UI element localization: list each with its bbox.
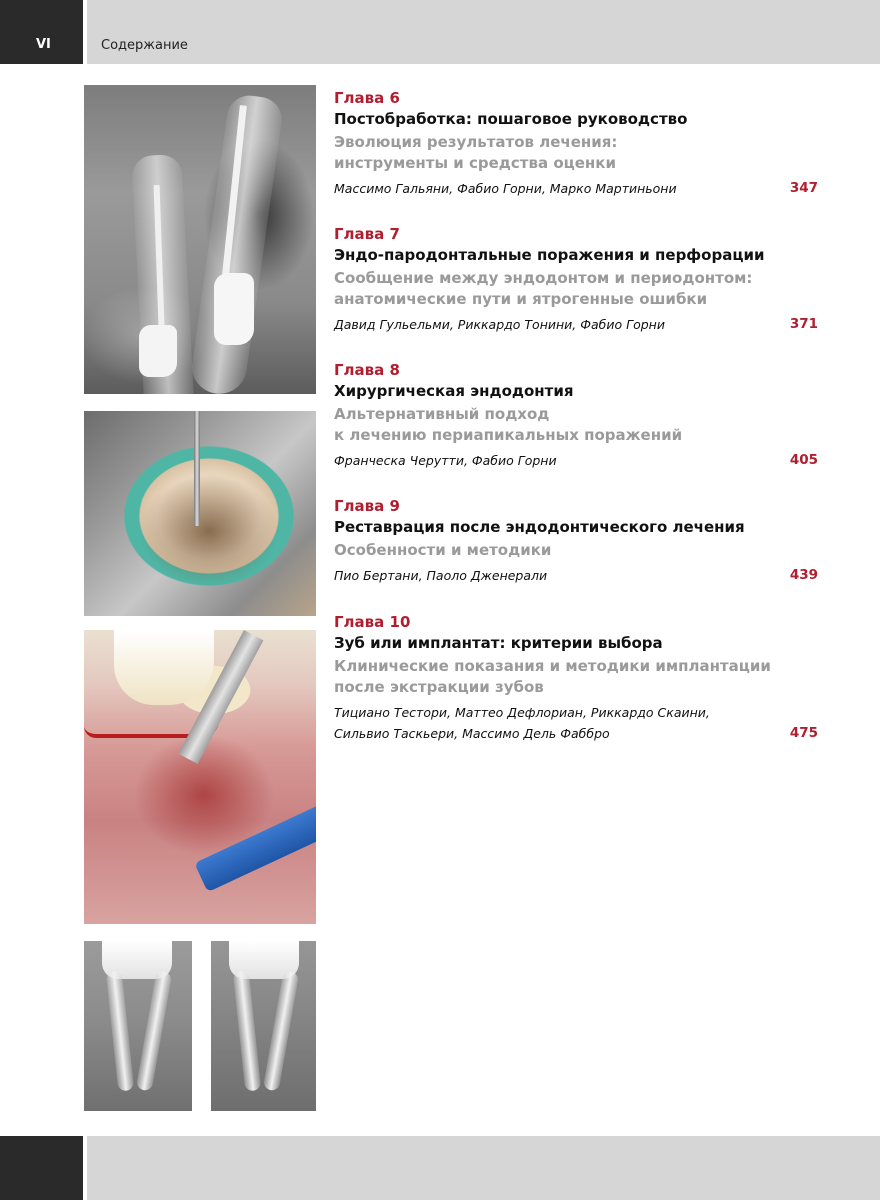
header-dark-block <box>0 0 83 64</box>
chapter-authors: Давид Гульельми, Риккардо Тонини, Фабио Горни <box>334 317 665 332</box>
chapter-title: Реставрация после эндодонтического лечения <box>334 518 745 536</box>
toc-entry-chapter-8[interactable] <box>334 360 818 496</box>
page-number: VI <box>36 37 51 52</box>
chapter-label: Глава 8 <box>334 361 400 379</box>
chapter-subtitle: Клинические показания и методики имплантации после экстракции зубов <box>334 657 771 696</box>
header-light-bar <box>87 0 880 64</box>
table-of-contents <box>334 88 818 772</box>
chapter-authors: Франческа Черутти, Фабио Горни <box>334 453 557 468</box>
chapter-title: Хирургическая эндодонтия <box>334 382 574 400</box>
footer-dark-block <box>0 1136 83 1200</box>
chapter-subtitle: Особенности и методики <box>334 541 552 559</box>
chapter-page-number[interactable]: 439 <box>789 567 818 583</box>
chapter-label: Глава 9 <box>334 497 400 515</box>
chapter-page-number[interactable]: 475 <box>789 725 818 741</box>
xray-image-1 <box>84 85 316 394</box>
chapter-label: Глава 10 <box>334 613 411 631</box>
chapter-page-number[interactable]: 371 <box>789 316 818 332</box>
chapter-page-number[interactable]: 405 <box>789 452 818 468</box>
chapter-authors: Массимо Гальяни, Фабио Горни, Марко Мартиньони <box>334 181 677 196</box>
running-title: Содержание <box>101 38 188 53</box>
clinical-photo-surgery <box>84 630 316 924</box>
xray-image-2 <box>84 941 192 1111</box>
chapter-subtitle: Сообщение между эндодонтом и периодонтом: анатомические пути и ятрогенные ошибки <box>334 269 753 308</box>
chapter-authors: Тициано Тестори, Маттео Дефлориан, Риккардо Скаини, Сильвио Таскьери, Массимо Дель Фаббро <box>334 705 710 741</box>
chapter-subtitle: Альтернативный подход к лечению периапикальных поражений <box>334 405 683 444</box>
chapter-label: Глава 7 <box>334 225 400 243</box>
toc-entry-chapter-6[interactable] <box>334 88 818 224</box>
chapter-title: Зуб или имплантат: критерии выбора <box>334 634 663 652</box>
toc-entry-chapter-7[interactable] <box>334 224 818 360</box>
xray-image-3 <box>211 941 316 1111</box>
chapter-subtitle: Эволюция результатов лечения: инструменты и средства оценки <box>334 133 618 172</box>
clinical-photo-endodontic-access <box>84 411 316 616</box>
toc-entry-chapter-10[interactable] <box>334 612 818 772</box>
chapter-label: Глава 6 <box>334 89 400 107</box>
chapter-title: Постобработка: пошаговое руководство <box>334 110 688 128</box>
footer-light-bar <box>87 1136 880 1200</box>
toc-entry-chapter-9[interactable] <box>334 496 818 612</box>
chapter-authors: Пио Бертани, Паоло Дженерали <box>334 568 548 583</box>
chapter-page-number[interactable]: 347 <box>789 180 818 196</box>
chapter-title: Эндо-пародонтальные поражения и перфорации <box>334 246 765 264</box>
